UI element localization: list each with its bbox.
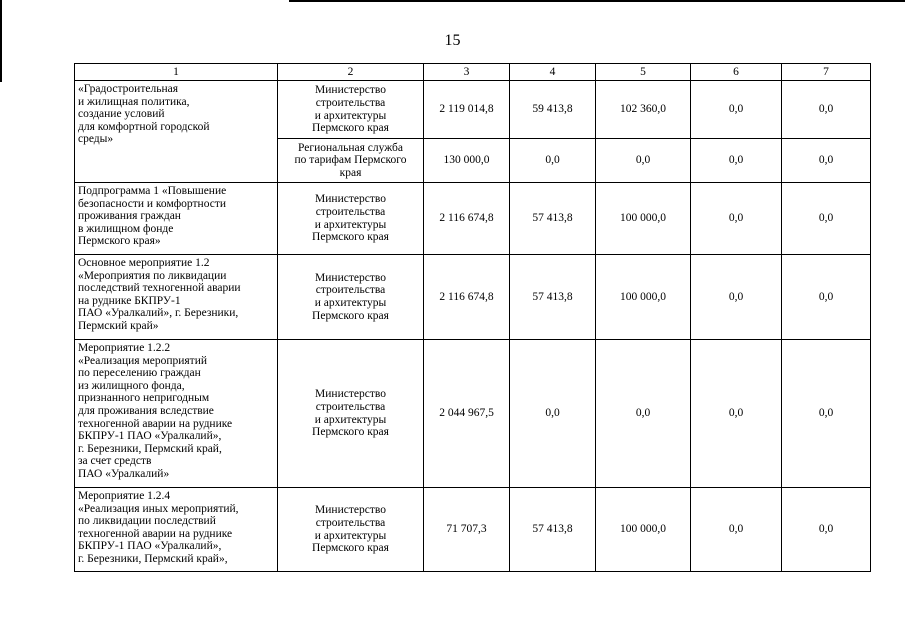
table-row [75,340,871,488]
header-row [75,64,871,81]
column-header-2: 2 [278,64,424,81]
executor-cell: Министерство строительства и архитектуры Пермского края [278,488,424,572]
value-cell-3: 130 000,0 [424,139,510,183]
program-name-cell: «Градостроительная и жилищная политика, создание условий для комфортной городской среды» [75,81,278,183]
top-edge-rule [289,0,905,2]
value-cell-7: 0,0 [782,255,871,340]
value-cell-4: 59 413,8 [510,81,596,139]
column-header-3: 3 [424,64,510,81]
value-cell-6: 0,0 [691,183,782,255]
value-cell-3: 2 116 674,8 [424,255,510,340]
value-cell-7: 0,0 [782,81,871,139]
column-header-7: 7 [782,64,871,81]
value-cell-5: 0,0 [596,340,691,488]
table-row [75,183,871,255]
table-row [75,488,871,572]
value-cell-6: 0,0 [691,81,782,139]
value-cell-4: 57 413,8 [510,255,596,340]
value-cell-3: 2 044 967,5 [424,340,510,488]
value-cell-3: 71 707,3 [424,488,510,572]
value-cell-7: 0,0 [782,139,871,183]
value-cell-4: 0,0 [510,340,596,488]
table-row [75,255,871,340]
value-cell-7: 0,0 [782,183,871,255]
column-header-1: 1 [75,64,278,81]
value-cell-5: 0,0 [596,139,691,183]
activity-name-cell: Мероприятие 1.2.4 «Реализация иных мероприятий, по ликвидации последствий техногенной аварии на руднике БКПРУ-1 ПАО «Уралкалий», г. Березники, Пермский край», [75,488,278,572]
value-cell-4: 0,0 [510,139,596,183]
budget-table [74,63,871,572]
main-activity-name-cell: Основное мероприятие 1.2 «Мероприятия по ликвидации последствий техногенной аварии на руднике БКПРУ-1 ПАО «Уралкалий», г. Березники, Пермский край» [75,255,278,340]
value-cell-6: 0,0 [691,255,782,340]
executor-cell: Министерство строительства и архитектуры Пермского края [278,81,424,139]
value-cell-5: 102 360,0 [596,81,691,139]
value-cell-6: 0,0 [691,488,782,572]
value-cell-4: 57 413,8 [510,488,596,572]
executor-cell: Региональная служба по тарифам Пермского края [278,139,424,183]
executor-cell: Министерство строительства и архитектуры Пермского края [278,255,424,340]
value-cell-3: 2 116 674,8 [424,183,510,255]
page-number: 15 [444,32,461,49]
executor-cell: Министерство строительства и архитектуры Пермского края [278,340,424,488]
value-cell-4: 57 413,8 [510,183,596,255]
subprogram-name-cell: Подпрограмма 1 «Повышение безопасности и комфортности проживания граждан в жилищном фонде Пермского края» [75,183,278,255]
value-cell-5: 100 000,0 [596,183,691,255]
value-cell-5: 100 000,0 [596,488,691,572]
value-cell-3: 2 119 014,8 [424,81,510,139]
activity-name-cell: Мероприятие 1.2.2 «Реализация мероприятий по переселению граждан из жилищного фонда, признанного непригодным для проживания вследствие техногенной аварии на руднике БКПРУ-1 ПАО «Уралкалий», г. Березники, Пермский край, за счет средств ПАО «Уралкалий» [75,340,278,488]
value-cell-6: 0,0 [691,340,782,488]
column-header-4: 4 [510,64,596,81]
value-cell-5: 100 000,0 [596,255,691,340]
value-cell-7: 0,0 [782,488,871,572]
value-cell-7: 0,0 [782,340,871,488]
column-header-6: 6 [691,64,782,81]
table-row [75,81,871,139]
executor-cell: Министерство строительства и архитектуры Пермского края [278,183,424,255]
column-header-5: 5 [596,64,691,81]
value-cell-6: 0,0 [691,139,782,183]
